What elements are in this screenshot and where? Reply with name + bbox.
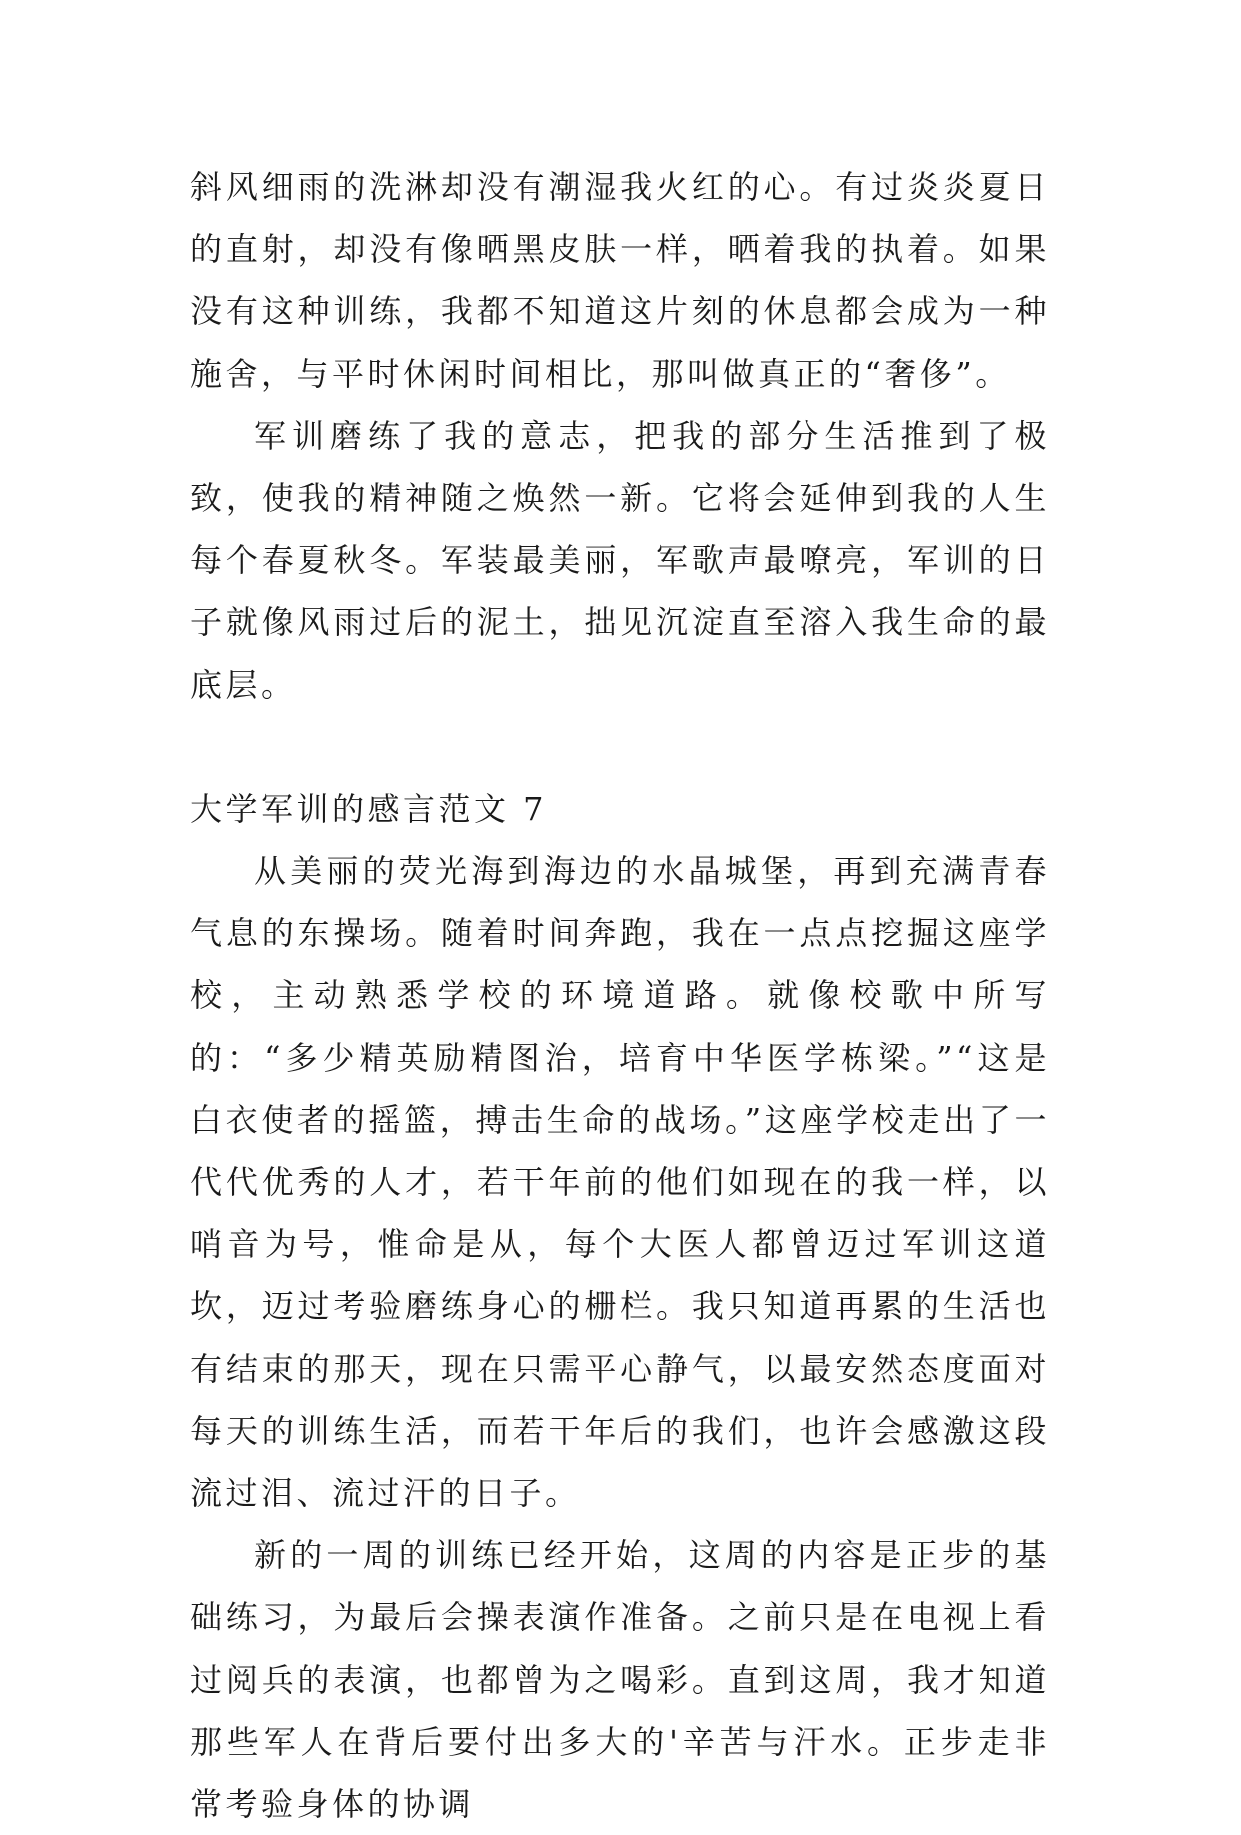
paragraph: 新的一周的训练已经开始，这周的内容是正步的基础练习，为最后会操表演作准备。之前只是在电视上看过阅兵的表演，也都曾为之喝彩。直到这周，我才知道那些军人在背后要付出多大的'辛苦与汗水。正步走非常考验身体的协调 [190,1536,1050,1824]
paragraph-continued: 斜风细雨的洗淋却没有潮湿我火红的心。有过炎炎夏日的直射，却没有像晒黑皮肤一样，晒着我的执着。如果没有这种训练，我都不知道这片刻的休息都会成为一种施舍，与平时休闲时间相比，那叫做真正的“奢侈”。 [190,168,1050,393]
document-body [190,156,1050,1835]
section-title: 大学军训的感言范文 7 [190,789,548,828]
paragraph: 从美丽的荧光海到海边的水晶城堡，再到充满青春气息的东操场。随着时间奔跑，我在一点点挖掘这座学校，主动熟悉学校的环境道路。就像校歌中所写的：“多少精英励精图治，培育中华医学栋梁。”“这是白衣使者的摇篮，搏击生命的战场。”这座学校走出了一代代优秀的人才，若干年前的他们如现在的我一样，以哨音为号，惟命是从，每个大医人都曾迈过军训这道坎，迈过考验磨练身心的栅栏。我只知道再累的生活也有结束的那天，现在只需平心静气，以最安然态度面对每天的训练生活，而若干年后的我们，也许会感激这段流过泪、流过汗的日子。 [190,852,1050,1513]
paragraph: 军训磨练了我的意志，把我的部分生活推到了极致，使我的精神随之焕然一新。它将会延伸到我的人生每个春夏秋冬。军装最美丽，军歌声最嘹亮，军训的日子就像风雨过后的泥土，拙见沉淀直至溶入我生命的最底层。 [190,416,1050,704]
